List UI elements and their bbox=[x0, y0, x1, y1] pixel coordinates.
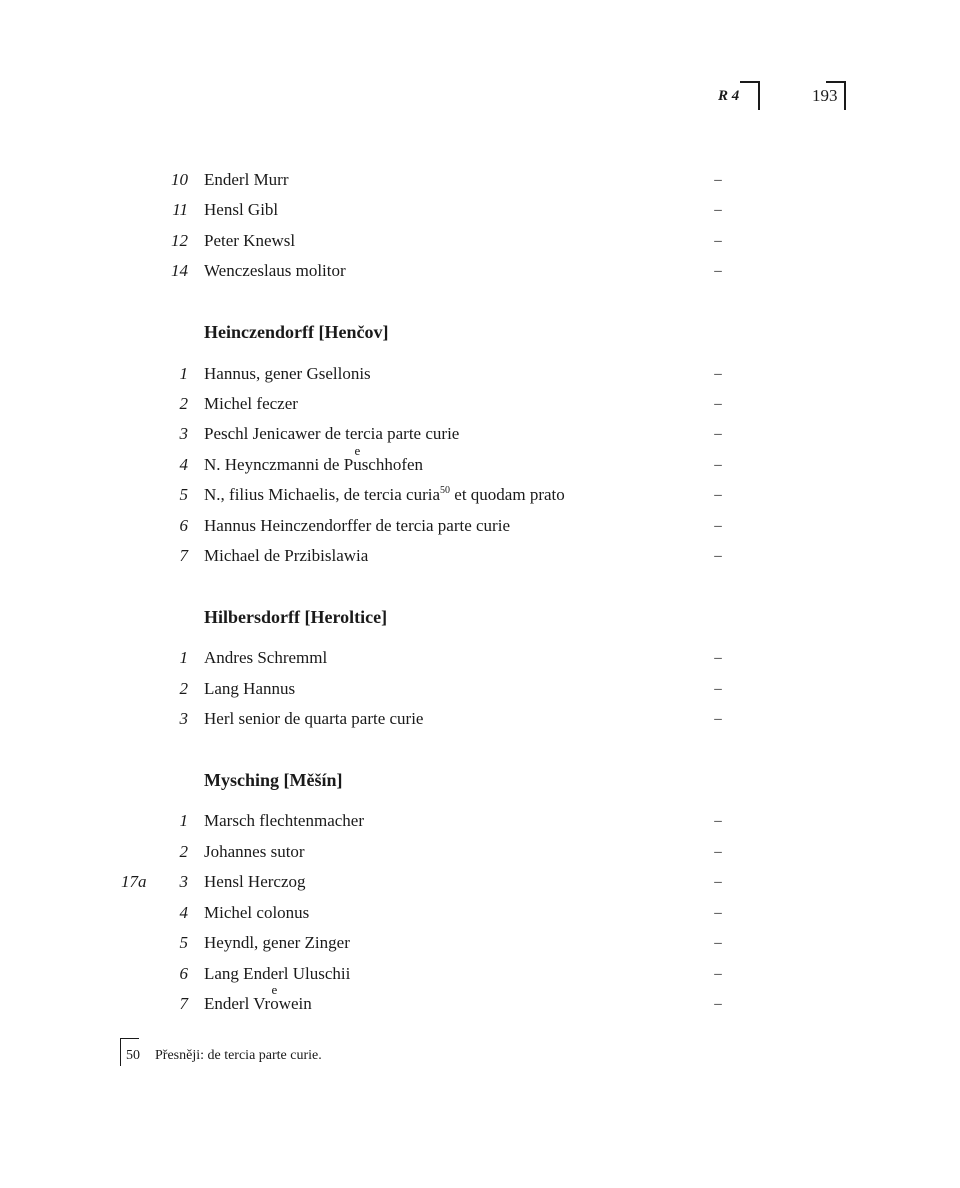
entry-value: – bbox=[714, 711, 722, 727]
list-item bbox=[0, 422, 960, 446]
list-item bbox=[0, 514, 960, 538]
list-item bbox=[0, 259, 960, 283]
section-heading-row bbox=[0, 605, 960, 629]
name-text: et quodam prato bbox=[450, 485, 565, 504]
section-heading: Mysching [Měšín] bbox=[204, 770, 343, 790]
entry-name: Michael de Przibislawia bbox=[204, 546, 369, 565]
entry-name: Herl senior de quarta parte curie bbox=[204, 709, 424, 728]
list-item bbox=[0, 198, 960, 222]
entry-number: 3 bbox=[179, 424, 188, 443]
entry-value: – bbox=[714, 650, 722, 666]
section-heading-row bbox=[0, 768, 960, 792]
entry-number: 1 bbox=[179, 811, 188, 830]
entry-name: Johannes sutor bbox=[204, 842, 305, 861]
entry-number: 3 bbox=[179, 709, 188, 728]
section-heading: Hilbersdorff [Heroltice] bbox=[204, 607, 388, 627]
superscript-letter bbox=[270, 982, 279, 1016]
list-item bbox=[0, 840, 960, 864]
entry-name: Wenczeslaus molitor bbox=[204, 261, 346, 280]
footnote-text: Přesněji: de tercia parte curie. bbox=[155, 1048, 322, 1063]
entry-name bbox=[204, 443, 424, 477]
list-item bbox=[0, 870, 960, 894]
entry-name bbox=[204, 483, 565, 507]
footnote-number: 50 bbox=[126, 1048, 140, 1063]
section-heading-row bbox=[0, 320, 960, 344]
name-text: schhofen bbox=[361, 455, 424, 474]
entry-value: – bbox=[714, 396, 722, 412]
entry-value: – bbox=[714, 457, 722, 473]
list-item bbox=[0, 229, 960, 253]
entry-number: 10 bbox=[171, 170, 188, 189]
entry-number: 2 bbox=[179, 679, 188, 698]
entry-name: Peschl Jenicawer de tercia parte curie bbox=[204, 424, 460, 443]
folio-margin-note: 17a bbox=[121, 872, 147, 891]
entry-number: 5 bbox=[179, 933, 188, 952]
entry-number: 1 bbox=[179, 648, 188, 667]
corner-mark bbox=[740, 81, 760, 110]
list-item bbox=[0, 809, 960, 833]
superscript-letter bbox=[353, 443, 362, 477]
list-item bbox=[0, 677, 960, 701]
entry-value: – bbox=[714, 935, 722, 951]
section-code: R 4 bbox=[718, 88, 740, 104]
list-item bbox=[0, 483, 960, 507]
entry-value: – bbox=[714, 966, 722, 982]
entry-name: Michel feczer bbox=[204, 394, 298, 413]
entry-number: 1 bbox=[179, 364, 188, 383]
entry-value: – bbox=[714, 487, 722, 503]
entry-value: – bbox=[714, 233, 722, 249]
section-heading: Heinczendorff [Henčov] bbox=[204, 322, 389, 342]
name-text: N., filius Michaelis, de tercia curia bbox=[204, 485, 441, 504]
list-item bbox=[0, 168, 960, 192]
entry-name: Peter Knewsl bbox=[204, 231, 296, 250]
name-text: wein bbox=[278, 994, 312, 1013]
entry-name: Marsch flechtenmacher bbox=[204, 811, 364, 830]
list-item bbox=[0, 392, 960, 416]
entry-value: – bbox=[714, 813, 722, 829]
entry-value: – bbox=[714, 202, 722, 218]
name-text: Enderl Vr bbox=[204, 994, 271, 1013]
list-item bbox=[0, 982, 960, 1016]
entry-value: – bbox=[714, 548, 722, 564]
entry-number: 5 bbox=[179, 485, 188, 504]
entry-number: 4 bbox=[179, 455, 188, 474]
list-item bbox=[0, 962, 960, 986]
entry-value: – bbox=[714, 366, 722, 382]
list-item bbox=[0, 901, 960, 925]
entry-name: Hensl Herczog bbox=[204, 872, 306, 891]
entry-value: – bbox=[714, 905, 722, 921]
entry-name: Enderl Murr bbox=[204, 170, 289, 189]
entry-number: 6 bbox=[179, 964, 188, 983]
accent-mark: e bbox=[271, 982, 278, 997]
entry-value: – bbox=[714, 874, 722, 890]
entry-number: 11 bbox=[172, 200, 188, 219]
list-item bbox=[0, 707, 960, 731]
entry-number: 3 bbox=[179, 872, 188, 891]
list-item bbox=[0, 646, 960, 670]
list-item bbox=[0, 931, 960, 955]
footnote-ref[interactable]: 50 bbox=[440, 485, 451, 496]
entry-value: – bbox=[714, 172, 722, 188]
entry-number: 7 bbox=[179, 994, 188, 1013]
list-item bbox=[0, 443, 960, 477]
entry-name: Andres Schremml bbox=[204, 648, 328, 667]
entry-value: – bbox=[714, 681, 722, 697]
entry-value: – bbox=[714, 426, 722, 442]
entry-name: Michel colonus bbox=[204, 903, 310, 922]
accent-mark: e bbox=[354, 443, 361, 458]
entry-name: Hensl Gibl bbox=[204, 200, 279, 219]
entry-value: – bbox=[714, 263, 722, 279]
entry-name: Lang Enderl Uluschii bbox=[204, 964, 351, 983]
entry-number: 6 bbox=[179, 516, 188, 535]
corner-mark bbox=[826, 81, 846, 110]
list-item bbox=[0, 362, 960, 386]
entry-name: Lang Hannus bbox=[204, 679, 296, 698]
name-letter: u bbox=[353, 455, 362, 474]
entry-value: – bbox=[714, 844, 722, 860]
entry-name: Hannus Heinczendorffer de tercia parte curie bbox=[204, 516, 510, 535]
entry-number: 4 bbox=[179, 903, 188, 922]
entry-number: 2 bbox=[179, 394, 188, 413]
entry-name bbox=[204, 982, 312, 1016]
entry-value: – bbox=[714, 996, 722, 1012]
entry-number: 14 bbox=[171, 261, 188, 280]
name-letter: o bbox=[270, 994, 279, 1013]
page-number: 193 bbox=[812, 86, 838, 105]
list-item bbox=[0, 544, 960, 568]
entry-value: – bbox=[714, 518, 722, 534]
entry-number: 7 bbox=[179, 546, 188, 565]
entry-number: 2 bbox=[179, 842, 188, 861]
entry-number: 12 bbox=[171, 231, 188, 250]
entry-name: Hannus, gener Gsellonis bbox=[204, 364, 371, 383]
name-text: N. Heynczmanni de P bbox=[204, 455, 354, 474]
entry-name: Heyndl, gener Zinger bbox=[204, 933, 350, 952]
